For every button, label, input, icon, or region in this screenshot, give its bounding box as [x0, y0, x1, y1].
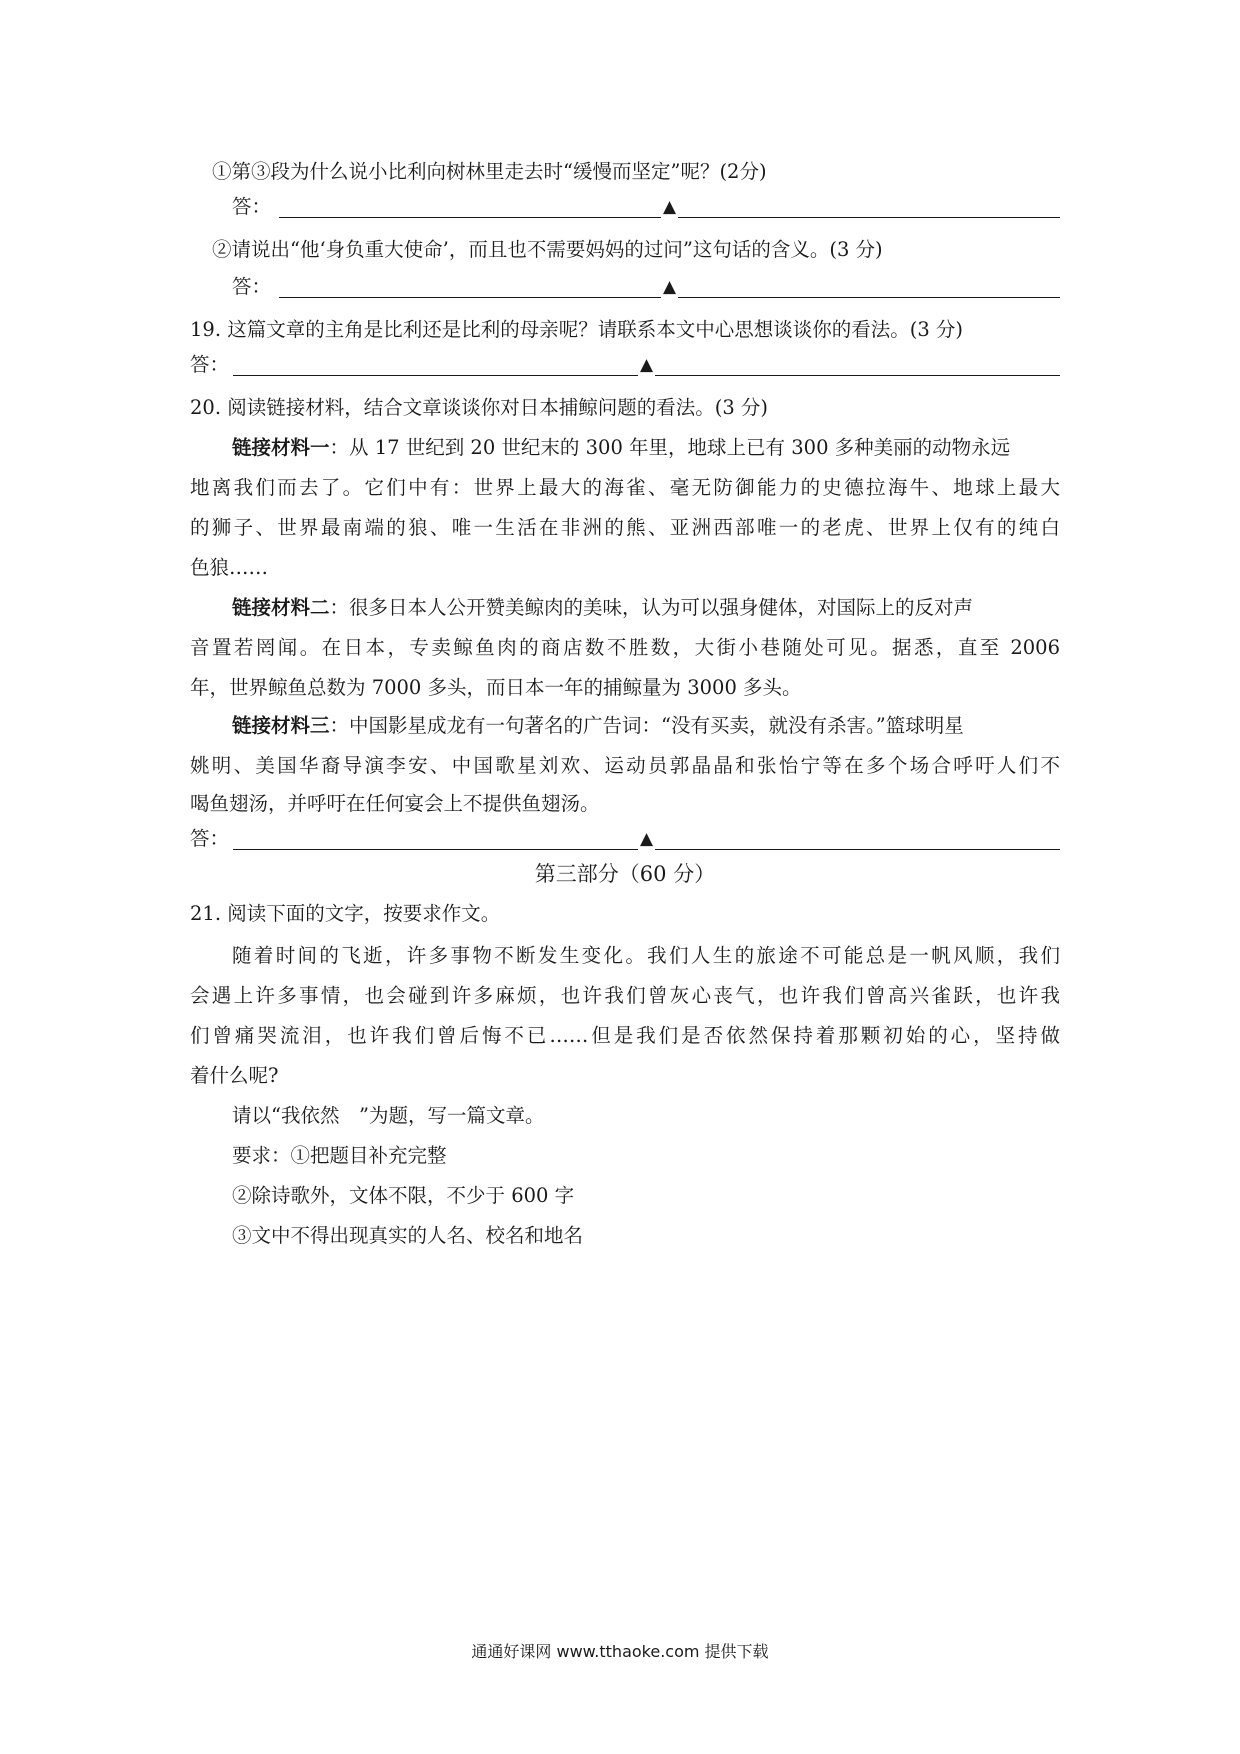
answer-rule — [233, 849, 638, 850]
q21-stem: 21. 阅读下面的文字，按要求作文。 — [190, 902, 501, 925]
answer-label: 答： — [190, 352, 230, 376]
essay-requirement-2: ②除诗歌外，文体不限，不少于 600 字 — [232, 1184, 575, 1207]
essay-prompt: 请以“我依然 ”为题，写一篇文章。 — [232, 1104, 545, 1127]
material-1-title: 链接材料一 — [232, 436, 330, 459]
answer-rule — [279, 217, 661, 218]
q18-sub1: ①第③段为什么说小比利向树林里走去时“缓慢而坚定”呢？(2分) — [212, 160, 767, 183]
essay-para-line: 随着时间的飞逝，许多事物不断发生变化。我们人生的旅途不可能总是一帆风顺，我们 — [232, 944, 1060, 967]
essay-para-line: 会遇上许多事情，也会碰到许多麻烦，也许我们曾灰心丧气，也许我们曾高兴雀跃，也许我 — [190, 984, 1060, 1007]
material-1-first-line — [232, 438, 1060, 458]
material-1-line: 色狼…… — [190, 556, 269, 579]
answer-rule — [655, 849, 1060, 850]
essay-para-line: 着什么呢? — [190, 1064, 279, 1087]
triangle-mark-icon: ▲ — [639, 355, 654, 375]
material-2-line: ：很多日本人公开赞美鲸肉的美味，认为可以强身健体，对国际上的反对声 — [329, 596, 974, 619]
material-3-title: 链接材料三 — [232, 714, 330, 737]
material-3-first-line — [232, 716, 1060, 736]
answer-line-4 — [190, 828, 1060, 850]
material-3-line: ：中国影星成龙有一句著名的广告词：“没有买卖，就没有杀害。”篮球明星 — [329, 714, 964, 737]
answer-label: 答： — [232, 194, 272, 218]
answer-line-2 — [232, 276, 1060, 298]
answer-rule — [678, 297, 1060, 298]
essay-requirement-1: 要求：①把题目补充完整 — [232, 1144, 447, 1167]
q18-sub2: ②请说出“他‘身负重大使命’，而且也不需要妈妈的过问”这句话的含义。(3 分) — [212, 238, 883, 261]
material-1-line: ：从 17 世纪到 20 世纪末的 300 年里，地球上已有 300 多种美丽的动物永远 — [329, 436, 1011, 459]
triangle-mark-icon: ▲ — [639, 829, 654, 849]
answer-rule — [655, 375, 1060, 376]
essay-requirement-3: ③文中不得出现真实的人名、校名和地名 — [232, 1224, 584, 1247]
material-3-line: 喝鱼翅汤，并呼吁在任何宴会上不提供鱼翅汤。 — [190, 792, 600, 815]
triangle-mark-icon: ▲ — [662, 197, 677, 217]
part3-heading: 第三部分（60 分） — [534, 862, 716, 886]
page-footer: 通通好课网 www.tthaoke.com 提供下载 — [471, 1642, 769, 1661]
essay-para-line: 们曾痛哭流泪，也许我们曾后悔不已……但是我们是否依然保持着那颗初始的心，坚持做 — [190, 1024, 1060, 1047]
material-2-title: 链接材料二 — [232, 596, 330, 619]
material-2-line: 音置若罔闻。在日本，专卖鲸鱼肉的商店数不胜数，大街小巷随处可见。据悉，直至 2006 — [190, 636, 1060, 659]
material-2-line: 年，世界鲸鱼总数为 7000 多头，而日本一年的捕鲸量为 3000 多头。 — [190, 676, 802, 699]
triangle-mark-icon: ▲ — [662, 277, 677, 297]
answer-label: 答： — [232, 274, 272, 298]
material-1-line: 地离我们而去了。它们中有：世界上最大的海雀、毫无防御能力的史德拉海牛、地球上最大 — [190, 476, 1060, 499]
answer-label: 答： — [190, 826, 230, 850]
q20-stem: 20. 阅读链接材料，结合文章谈谈你对日本捕鲸问题的看法。(3 分) — [190, 396, 769, 419]
answer-rule — [233, 375, 638, 376]
answer-rule — [678, 217, 1060, 218]
answer-line-1 — [232, 196, 1060, 218]
q19-text: 19. 这篇文章的主角是比利还是比利的母亲呢？请联系本文中心思想谈谈你的看法。(3 分) — [190, 318, 964, 341]
material-2-first-line — [232, 598, 1060, 618]
material-1-line: 的狮子、世界最南端的狼、唯一生活在非洲的熊、亚洲西部唯一的老虎、世界上仅有的纯白 — [190, 516, 1060, 539]
material-3-line: 姚明、美国华裔导演李安、中国歌星刘欢、运动员郭晶晶和张怡宁等在多个场合呼吁人们不 — [190, 754, 1060, 777]
answer-line-3 — [190, 354, 1060, 376]
answer-rule — [279, 297, 661, 298]
